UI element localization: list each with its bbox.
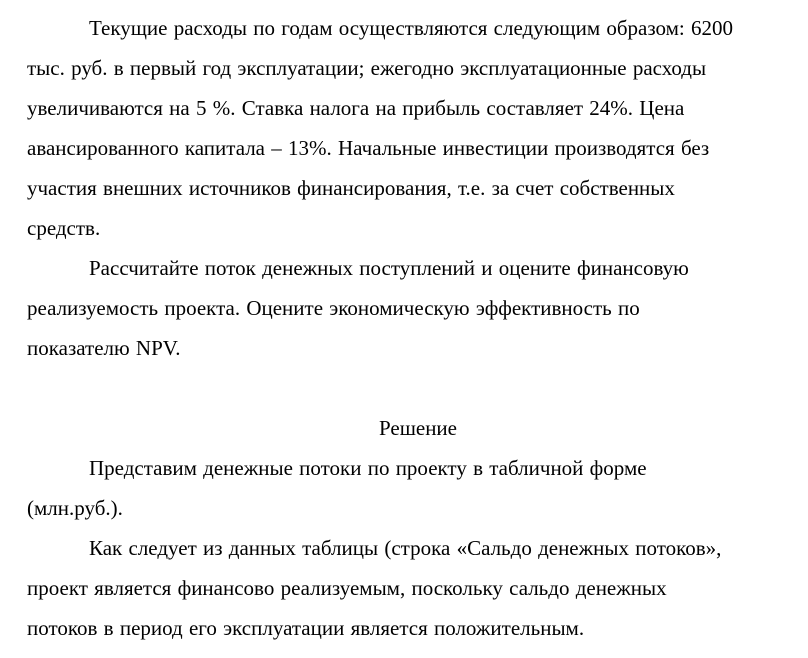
- text-line: (млн.руб.).: [27, 496, 123, 520]
- text-line: тыс. руб. в первый год эксплуатации; ежегодно эксплуатационные расходы: [27, 56, 707, 80]
- text-line: потоков в период его эксплуатации является положительным.: [27, 616, 585, 640]
- text-line: проект является финансово реализуемым, поскольку сальдо денежных: [27, 576, 667, 600]
- text-line: Рассчитайте поток денежных поступлений и оцените финансовую: [89, 256, 689, 280]
- text-line: участия внешних источников финансирования, т.е. за счет собственных: [27, 176, 675, 200]
- text-line: Текущие расходы по годам осуществляются следующим образом: 6200: [89, 16, 734, 40]
- section-heading: Решение: [378, 416, 457, 440]
- text-line: увеличиваются на 5 %. Ставка налога на прибыль составляет 24%. Цена: [27, 96, 685, 120]
- text-line: Представим денежные потоки по проекту в табличной форме: [89, 456, 647, 480]
- text-line: показателю NPV.: [27, 336, 181, 360]
- text-line: средств.: [27, 216, 101, 240]
- text-line: авансированного капитала – 13%. Начальные инвестиции производятся без: [27, 136, 710, 160]
- text-line: Как следует из данных таблицы (строка «Сальдо денежных потоков»,: [89, 536, 722, 560]
- text-line: реализуемость проекта. Оцените экономическую эффективность по: [27, 296, 640, 320]
